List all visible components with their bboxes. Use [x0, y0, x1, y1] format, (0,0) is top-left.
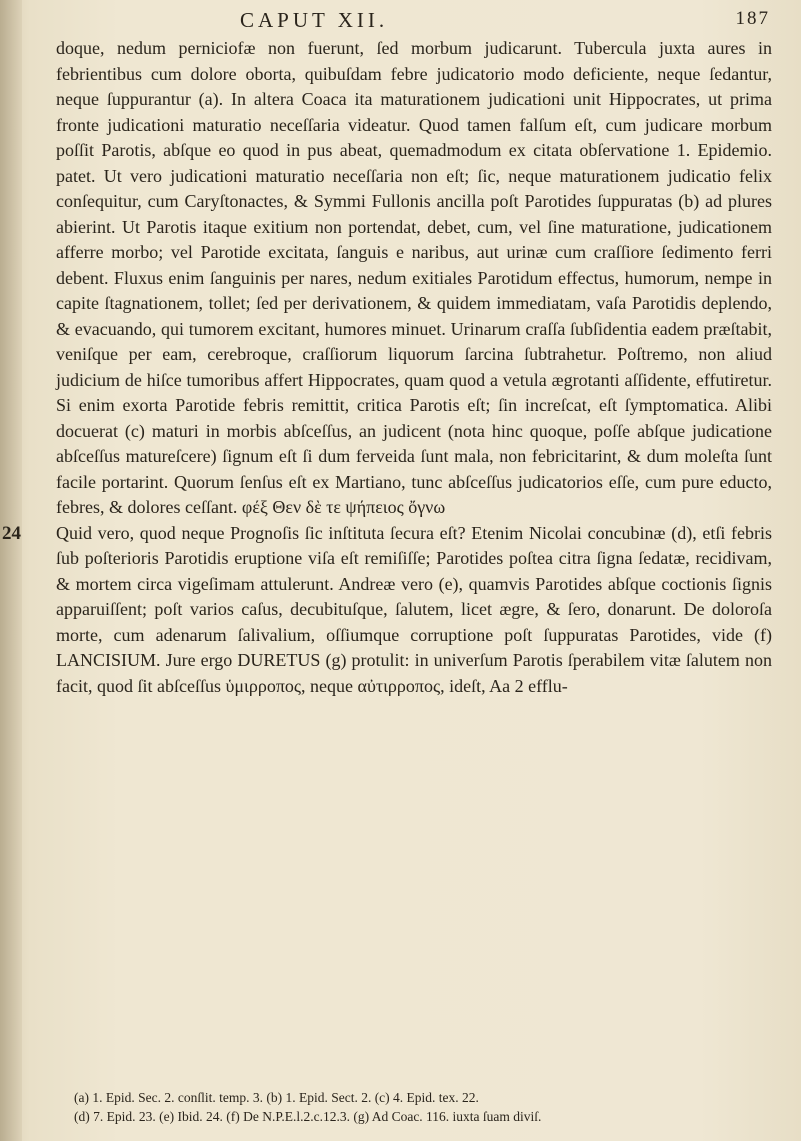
paragraph-24-text: Quid vero, quod neque Prognoſis ſic inſtituta ſecura eſt? Etenim Nicolai concubinæ (d), etſi febris ſub poſterioris Parotidis eruptione viſa eſt remiſiſſe; Parotides poſtea citra ſigna ſedatæ, recidivam, & mortem circa vigeſimam attulerunt. Andreæ vero (e), quamvis Parotides abſque coctionis ſignis apparuiſſent; poſt varios caſus, decubituſque, ſalutem, licet ægre, & ſero, donarunt. De doloroſa morte, cum adenarum ſalivalium, oſſiumque corruptione poſt ſuppuratas Parotides, vide (f) LANCISIUM. Jure ergo DURETUS (g) protulit: in univerſum Parotis ſperabilem vitæ ſalutem non facit, quod ſit abſceſſus ὑμιρροπος, neque αὐτιρροπος, ideſt, Aa 2 efflu- [56, 522, 772, 696]
footnotes [74, 1088, 774, 1126]
page-gutter [0, 0, 22, 1141]
running-title: CAPUT XII. [240, 8, 389, 32]
page-number: 187 [735, 8, 770, 29]
paragraph-number: 24 [2, 522, 21, 544]
paragraph-24 [2, 521, 772, 700]
paragraph-continued: doque, nedum perniciofæ non fuerunt, ſed morbum judicarunt. Tubercula juxta aures in febrientibus cum dolore oborta, quibuſdam febre judicatorio modo deficiente, neque ſedantur, neque ſuppurantur (a). In altera Coaca ita maturationem judicationi unit Hippocrates, ut prima fronte judicationi maturatio neceſſaria videatur. Quod tamen falſum eſt, cum judicare morbum poſſit Parotis, abſque eo quod in pus abeat, quemadmodum ex citata obſervatione 1. Epidemio. patet. Ut vero judicationi maturatio neceſſaria non eſt; ſic, neque maturationem judicatio felix conſequitur, cum Caryſtonactes, & Symmi Fullonis ancilla poſt Parotides ſuppuratas (b) ad plures abierint. Ut Parotis itaque exitium non portendat, debet, cum, vel ſine maturatione, judicationem afferre morbo; vel Parotide excitata, ſanguis e naribus, aut urinæ cum craſſiore ſedimento ferri debent. Fluxus enim ſanguinis per nares, nedum exitiales Parotidum effectus, humorum, nempe in capite ſtagnationem, tollet; ſed per derivationem, & quidem immediatam, vaſa Parotidis deplendo, & evacuando, qui tumorem excitant, humores minuet. Urinarum craſſa ſubſidentia eadem præſtabit, veniſque per eam, cerebroque, craſſiorum liquorum ſarcina ſubtrahetur. Poſtremo, non aliud judicium de hiſce tumoribus affert Hippocrates, quam quod a vetula ægrotanti aſſidente, effutiretur. Si enim exorta Parotide febris remittit, critica Parotis eſt; ſin increſcat, eſt ſymptomatica. Alibi docuerat (c) maturi in morbis abſceſſus, an judicent (nota hinc quoque, poſſe abſque judicatione abſceſſus matureſcere) ſignum eſt ſi dum ferveida ſunt mala, non febricitarint, & dum moleſta ſunt facile portarint. Quorum ſenſus eſt ex Martiano, tunc abſceſſus judicatorios eſſe, cum pure educto, febres, & dolores ceſſant. φέξ Θεν δὲ τε ψήπειος ὄγνω [56, 38, 772, 517]
page-header [120, 8, 770, 38]
footnote-line: (d) 7. Epid. 23. (e) Ibid. 24. (f) De N.P.E.l.2.c.12.3. (g) Ad Coac. 116. iuxta ſuam diviſ. [74, 1109, 542, 1124]
footnote-line: (a) 1. Epid. Sec. 2. conſlit. temp. 3. (b) 1. Epid. Sect. 2. (c) 4. Epid. tex. 22. [74, 1090, 479, 1105]
main-text [2, 36, 772, 699]
